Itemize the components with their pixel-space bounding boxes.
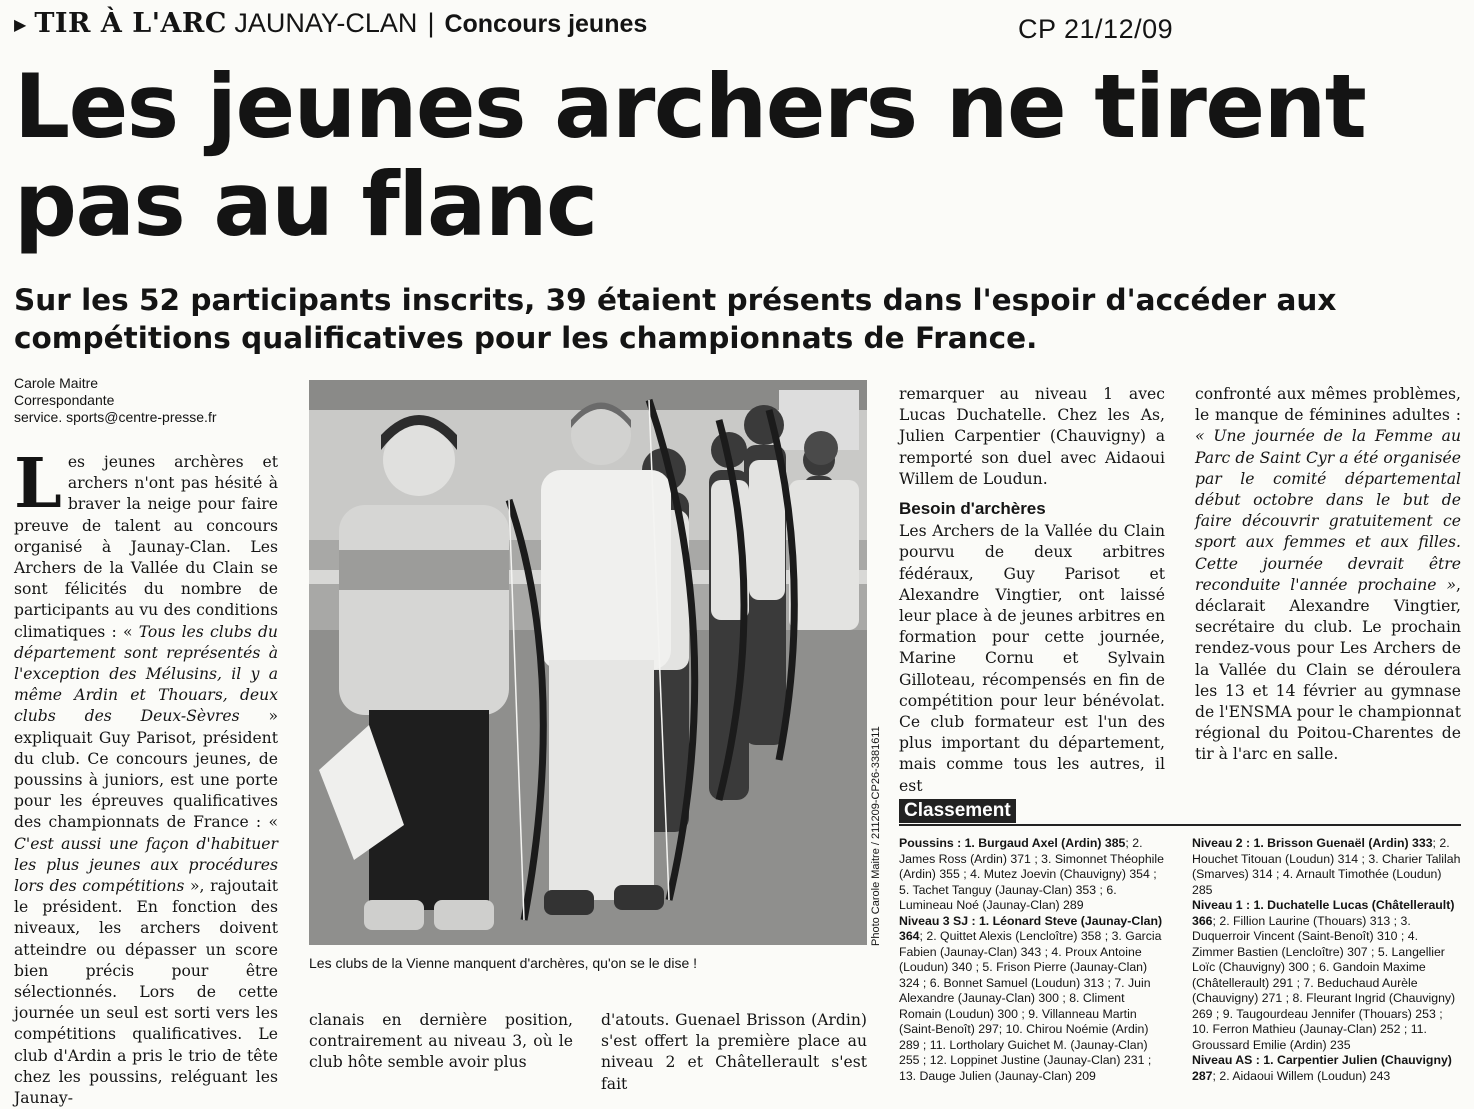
header-separator: | [427, 8, 435, 38]
article-column-2b [601, 1010, 867, 1095]
subhead: Besoin d'archères [899, 499, 1046, 519]
results-niveau-as: Niveau AS : 1. Carpentier Julien (Chauvigny) 287; 2. Aidaoui Willem (Loudun) 243 [1192, 1053, 1452, 1083]
article-column-1 [14, 444, 278, 1109]
section-header [14, 8, 647, 39]
body-quote: C'est aussi une façon d'habituer les plus jeunes aux procédures lors des compétitions [14, 834, 278, 896]
body-quote: Tous les clubs du département sont représentés à l'exception des Mélusins, il y a même Ardin et Thouars, deux clubs des Deux-Sèvres [14, 622, 278, 726]
article-column-2a [309, 1010, 573, 1074]
triangle-right-icon: ▶ [14, 16, 27, 34]
body-text: clanais en dernière position, contrairement au niveau 3, où le club hôte semble avoir plus [309, 1011, 573, 1072]
results-niveau-3: Niveau 3 SJ : 1. Léonard Steve (Jaunay-Clan) 364; 2. Quittet Alexis (Lencloître) 358 ; 3. Garcia Fabien (Jaunay-Clan) 343 ; 4. Proux Antoine (Loudun) 340 ; 5. Frison Pierre (Jaunay-Clan) 324 ; 6. Bonnet Samuel (Loudun) 313 ; 7. Juin Alexandre (Jaunay-Clan) 300 ; 8. Climent Romain (Loudun) 300 ; 9. Villanneau Martin (Saint-Benoît) 297; 10. Chirou Noémie (Ardin) 289 ; 11. Lortholary Guichet M. (Jaunay-Clan) 255 ; 12. Loppinet Justine (Jaunay-Clan) 231 ; 13. Dauge Julien (Jaunay-Clan) 209 [899, 913, 1163, 1083]
archers-photo-illustration [309, 380, 867, 945]
results-left [899, 836, 1165, 1084]
body-quote: « Une journée de la Femme au Parc de Saint Cyr a été organisée par le comité départemental début octobre dans le but de faire découvrir gratuitement ce sport aux femmes et aux filles. Cette journée devrait être reconduite l'année prochaine » [1195, 427, 1461, 594]
body-text: , déclarait Alexandre Vingtier, secrétaire du club. Le prochain rendez-vous pour Les Archers de la Vallée du Clain se déroulera les 13 et 14 février au gymnase de l'ENSMA pour le championnat régional du Poitou-Charentes de tir à l'arc en salle. [1195, 575, 1461, 764]
results-poussins: Poussins : 1. Burgaud Axel (Ardin) 385; 2. James Ross (Ardin) 371 ; 3. Simonnet Théophile (Ardin) 355 ; 4. Mutez Joevin (Chauvigny) 354 ; 5. Tachet Tanguy (Jaunay-Clan) 353 ; 6. Lumineau Noé (Jaunay-Clan) 289 [899, 836, 1164, 912]
body-text: », rajoutait le président. En fonction des niveaux, les archers doivent atteindre ou dépasser un score bien précis pour être sélectionnés. Lors de cette journée un seul est sorti vers les compétitions qualificatives. Le club d'Ardin a pris le trio de tête chez les poussins, reléguant les Jaunay- [14, 877, 278, 1108]
byline-author: Carole Maitre [14, 375, 99, 391]
body-text: d'atouts. Guenael Brisson (Ardin) s'est offert la première place au niveau 2 et Châtellerault s'est fait [601, 1011, 867, 1093]
section-category: Concours jeunes [444, 10, 648, 38]
article-column-4 [1195, 384, 1461, 766]
results-niveau-2: Niveau 2 : 1. Brisson Guenaël (Ardin) 333; 2. Houchet Titouan (Loudun) 314 ; 3. Charier Talilah (Smarves) 314 ; 4. Arnault Timothée (Loudun) 285 [1192, 836, 1461, 897]
body-text: es jeunes archères et archers n'ont pas hésité à braver la neige pour faire preuve de talent au concours organisé à Jaunay-Clan. Les Archers de la Vallée du Clain se sont félicités du nombre de participants au vu des conditions climatiques : « [14, 453, 278, 641]
article-column-3 [899, 384, 1165, 797]
headline: Les jeunes archers ne tirent pas au flanc [14, 55, 1366, 256]
deck: Sur les 52 participants inscrits, 39 étaient présents dans l'espoir d'accéder aux compétitions qualificatives pour les championnats de France. [14, 283, 1337, 355]
section-location: JAUNAY-CLAN [234, 8, 418, 38]
byline-email: service. sports@centre-presse.fr [14, 409, 217, 425]
results-niveau-1: Niveau 1 : 1. Duchatelle Lucas (Châtellerault) 366; 2. Fillion Laurine (Thouars) 313 ; 3. Duquerroir Vincent (Saint-Benoît) 310 ; 4. Zimmer Bastien (Lencloître) 307 ; 5. Langellier Loïc (Chauvigny) 300 ; 6. Gandoin Maxime (Châtellerault) 291 ; 7. Beduchaud Aurèle (Chauvigny) 271 ; 8. Fleurant Ingrid (Chauvigny) 269 ; 9. Taugourdeau Jennifer (Thouars) 253 ; 10. Ferron Mathieu (Jaunay-Clan) 252 ; 11. Groussard Emilie (Ardin) 235 [1192, 898, 1456, 1052]
archers-photo [309, 380, 867, 945]
results-right [1192, 836, 1462, 1084]
body-text: confronté aux mêmes problèmes, le manque de féminines adultes : [1195, 385, 1461, 425]
body-text: » expliquait Guy Parisot, président du club. Ce concours jeunes, de poussins à juniors, est une porte pour les épreuves qualificatives des championnats de France : « [14, 707, 278, 832]
body-text: Les Archers de la Vallée du Clain pourvu de deux arbitres fédéraux, Guy Parisot et Alexandre Vingtier, ont laissé leur place à de jeunes arbitres en formation pour cette journée, Marine Cornu et Sylvain Gilloteau, récompensés en fin de compétition pour leur bénévolat. Ce club formateur est l'un des plus important du département, mais comme tous les autres, il est [899, 522, 1165, 795]
classement-title: Classement [899, 799, 1016, 823]
photo-credit: Photo Carole Maitre / 211209-CP26-3381611 [870, 726, 882, 946]
byline-role: Correspondante [14, 392, 115, 408]
classement-header [899, 799, 1461, 826]
section-name: TIR À L'ARC [34, 8, 227, 39]
drop-cap: L [14, 444, 62, 524]
byline [14, 375, 217, 426]
photo-caption: Les clubs de la Vienne manquent d'archères, qu'on se le dise ! [309, 955, 698, 971]
body-text: remarquer au niveau 1 avec Lucas Duchatelle. Chez les As, Julien Carpentier (Chauvigny) a remporté son duel avec Aidaoui Willem de Loudun. [899, 385, 1165, 488]
clip-date: CP 21/12/09 [1018, 14, 1174, 44]
